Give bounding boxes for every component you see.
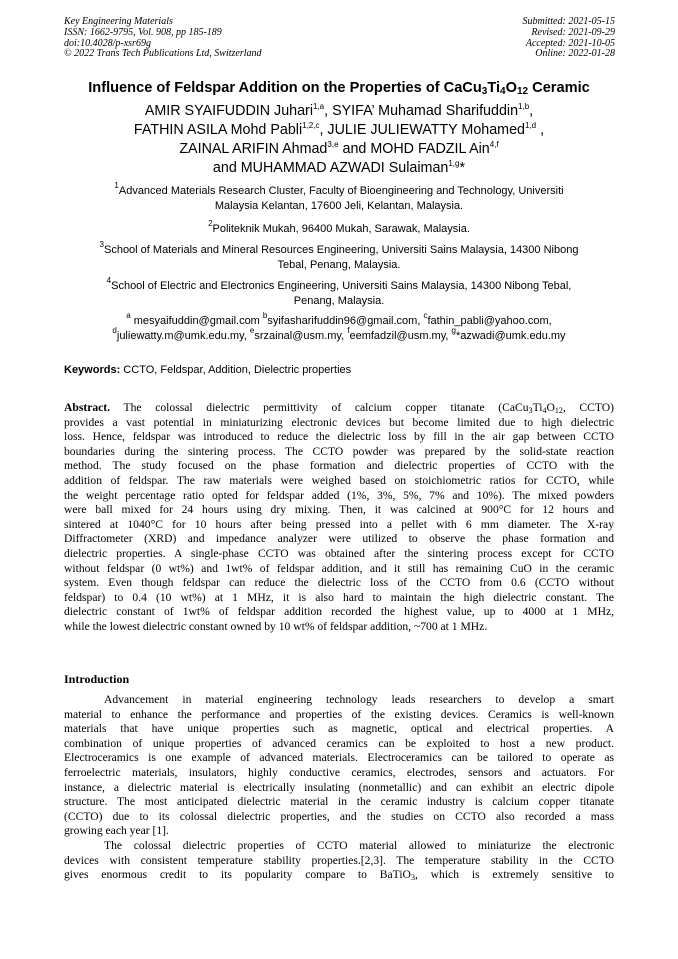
affiliation-text: Advanced Materials Research Cluster, Faculty of Bioengineering and Technology, Universiti bbox=[118, 185, 564, 197]
date-revised: Revised: 2021-09-29 bbox=[531, 26, 615, 38]
title-subscript-2: 4 bbox=[500, 86, 506, 97]
email-mark: e bbox=[249, 326, 255, 335]
abstract-line: dielectric constant of 1wt% of feldspar addition recorded the highest value, up to 4000 at 1 MHz, bbox=[64, 605, 614, 619]
author-affil-mark: 1,d bbox=[525, 121, 537, 130]
abstract-line: system. Even though feldspar can reduce the dielectric loss of the CCTO from 0.6 (CCTO without bbox=[64, 576, 614, 590]
affiliation-line: Tebal, Penang, Malaysia. bbox=[277, 259, 401, 271]
abstract-text: Ti bbox=[532, 401, 543, 414]
author-name: SYIFA’ Muhamad Sharifuddin bbox=[332, 103, 519, 119]
email-mark: b bbox=[262, 311, 268, 320]
author-affil-mark: 1,a bbox=[313, 102, 325, 111]
email-address: mesyaifuddin@gmail.com bbox=[130, 315, 263, 327]
journal-copyright: © 2022 Trans Tech Publications Ltd, Switzerland bbox=[64, 48, 262, 60]
abstract-line: feldspar) to 0.4 (10 wt%) at 1 MHz, it is also hard to maintain the high dielectric constant. The bbox=[64, 590, 614, 604]
abstract-line: boundaries during the sintering process. The CCTO powder was prepared by the solid-state reaction bbox=[64, 444, 614, 458]
author-name: and MUHAMMAD AZWADI Sulaiman bbox=[212, 160, 449, 176]
abstract-line: Diffractometer (XRD) and impedance analyzer were utilized to observe the phase formation and bbox=[64, 532, 614, 546]
author-line-2 bbox=[40, 121, 638, 140]
author-name: AMIR SYAIFUDDIN Juhari bbox=[144, 103, 313, 119]
paragraph-line bbox=[64, 868, 614, 883]
introduction-body bbox=[64, 693, 614, 883]
author-affil-mark: 1,g bbox=[448, 159, 460, 168]
abstract-text: , CCTO) bbox=[562, 401, 615, 414]
author-line-4 bbox=[40, 159, 638, 178]
paragraph-line: ferroelectric materials, insulators, highly conductive ceramics, electrodes, sensors and actuators. For bbox=[64, 765, 614, 779]
affiliation-1 bbox=[60, 181, 618, 214]
journal-issn: ISSN: 1662-9795, Vol. 908, pp 185-189 bbox=[64, 26, 222, 38]
author-name: JULIE JULIEWATTY Mohamed bbox=[327, 122, 525, 138]
section-heading-introduction: Introduction bbox=[64, 672, 130, 686]
email-address: *azwadi@umk.edu.my bbox=[455, 330, 566, 342]
keywords-text: CCTO, Feldspar, Addition, Dielectric properties bbox=[120, 364, 352, 376]
email-address: eemfadzil@usm.my, bbox=[349, 330, 452, 342]
title-subscript-1: 3 bbox=[481, 86, 488, 97]
author-list bbox=[40, 102, 638, 178]
author-line-1 bbox=[40, 102, 638, 121]
email-address: juliewatty.m@umk.edu.my, bbox=[116, 330, 250, 342]
abstract-line: while the lowest dielectric constant owned by 10 wt% of feldspar addition, ~700 at 1 MHz. bbox=[64, 619, 488, 633]
author-name: MOHD FADZIL Ain bbox=[370, 141, 490, 157]
author-separator: , bbox=[536, 122, 545, 138]
keywords bbox=[64, 364, 351, 376]
author-separator: , bbox=[319, 122, 328, 138]
journal-name: Key Engineering Materials bbox=[64, 16, 173, 27]
date-online: Online: 2022-01-28 bbox=[535, 48, 615, 60]
abstract-line: dielectric properties. A single-phase CCTO was obtained after the sintering process except for CCTO bbox=[64, 546, 614, 560]
affiliation-text: School of Materials and Mineral Resources Engineering, Universiti Sains Malaysia, 14300 Nibong bbox=[103, 244, 579, 256]
affiliation-line: Penang, Malaysia. bbox=[293, 295, 385, 307]
affiliation-line bbox=[60, 240, 618, 258]
email-address: fathin_pabli@yahoo.com, bbox=[427, 315, 552, 327]
author-line-3 bbox=[40, 140, 638, 159]
title-text-1: Influence of Feldspar Addition on the Properties of CaCu bbox=[88, 80, 482, 96]
abstract-text: The colossal dielectric permittivity of calcium copper titanate (CaCu bbox=[110, 401, 529, 414]
author-separator: , bbox=[324, 103, 333, 119]
paragraph-text: , which is extremely sensitive to bbox=[414, 868, 614, 882]
abstract-line: the weight percentage ratio opted for feldspar added (1%, 3%, 5%, 7% and 10%). The mixed powders bbox=[64, 488, 614, 502]
affiliation-line bbox=[60, 276, 618, 294]
affiliation-number: 2 bbox=[208, 219, 213, 228]
email-mark: c bbox=[423, 311, 428, 320]
abstract-line: Abstract. The colossal dielectric permittivity of calcium copper titanate ($CaCu_3Ti_4O_{12}$, CCTO) bbox=[64, 401, 615, 415]
author-affil-mark: 4,f bbox=[489, 140, 499, 149]
abstract bbox=[64, 401, 614, 635]
author-name: ZAINAL ARIFIN Ahmad bbox=[179, 141, 328, 157]
paragraph-line: instance, a dielectric material is electrically insulating (nonmetallic) and can exhibit an electric dipole bbox=[64, 780, 614, 794]
paragraph-line: devices with consistent temperature stability properties.[2,3]. The temperature stability in the CCTO bbox=[64, 853, 614, 867]
author-name: FATHIN ASILA Mohd Pabli bbox=[133, 122, 303, 138]
title-text-3: O bbox=[505, 80, 517, 96]
keywords-label: Keywords: bbox=[64, 364, 121, 376]
paragraph-line: materials that have unique properties such as magnetic, optical and electrical properties. A bbox=[64, 722, 614, 736]
email-list bbox=[40, 311, 638, 344]
abstract-line: provides a vast potential in miniaturizing electronic devices but become limited due to high dielectric bbox=[64, 415, 614, 429]
affiliation-line bbox=[60, 181, 618, 199]
abstract-line: were ball mixed for 24 hours using dry mixing. Then, it was calcined at 900°C for 12 hours and bbox=[64, 503, 614, 517]
affiliation-line bbox=[60, 219, 618, 237]
affiliation-text: School of Electric and Electronics Engineering, Universiti Sains Malaysia, 14300 Nibong Tebal, bbox=[111, 280, 572, 292]
affiliation-number: 1 bbox=[114, 181, 119, 190]
abstract-line: sintered at 1040°C for 10 hours after being pressed into a pellet with 6 mm diameter. The X-ray bbox=[64, 517, 614, 531]
email-mark: a bbox=[126, 311, 131, 320]
author-separator: and bbox=[338, 141, 371, 157]
paragraph-line: The colossal dielectric properties of CCTO material allowed to miniaturize the electronic bbox=[104, 838, 614, 852]
paragraph-line: structure. The most anticipated dielectric material in the ceramic industry is calcium copper titanate bbox=[64, 795, 614, 809]
abstract-text: O bbox=[546, 401, 555, 414]
affiliation-3 bbox=[60, 240, 618, 273]
paragraph-subscript: 3 bbox=[410, 873, 415, 883]
journal-header-left bbox=[64, 17, 262, 60]
affiliation-line: Malaysia Kelantan, 17600 Jeli, Kelantan, Malaysia. bbox=[214, 200, 464, 212]
affiliation-number: 4 bbox=[106, 276, 112, 285]
email-mark: f bbox=[347, 326, 350, 335]
paragraph-line: Electroceramics is one example of advanced materials. Electroceramics can be tailored to operate as bbox=[64, 751, 614, 765]
date-submitted: Submitted: 2021-05-15 bbox=[522, 16, 615, 27]
author-separator: , bbox=[529, 103, 534, 119]
abstract-label: Abstract. bbox=[64, 401, 111, 414]
author-affil-mark: 3,e bbox=[327, 140, 339, 149]
email-address: syifasharifuddin96@gmail.com, bbox=[267, 315, 424, 327]
paragraph-line: material to enhance the performance and properties of the existing devices. Ceramics is well-known bbox=[64, 707, 614, 721]
email-mark: g bbox=[451, 326, 456, 335]
title-text-2: Ti bbox=[487, 80, 501, 96]
abstract-line: loss. Hence, feldspar was introduced to reduce the dielectric loss by fill in the air gap between CCTO bbox=[64, 430, 614, 444]
journal-doi: doi:10.4028/p-xsr69g bbox=[64, 37, 151, 49]
abstract-line: without feldspar (0 wt%) and 1wt% of feldspar addition, and it still has remaining CuO in the ceramic bbox=[64, 561, 614, 575]
affiliation-4 bbox=[60, 276, 618, 309]
author-affil-mark: 1,2,c bbox=[302, 121, 320, 130]
journal-header-right bbox=[523, 17, 616, 60]
author-affil-mark: 1,b bbox=[518, 102, 530, 111]
paragraph-line: (CCTO) due to its colossal dielectric properties, and the studies on CCTO also recorded a mass bbox=[64, 809, 614, 823]
paragraph-text: gives enormous credit to its popularity compare to BaTiO bbox=[64, 868, 411, 882]
abstract-line: addition of feldspar. The raw materials were weighed based on stoichiometric ratios for CCTO, while bbox=[64, 473, 614, 487]
paragraph-line: combination of unique properties of advanced ceramics can be exploited to host a new product. bbox=[64, 736, 614, 750]
author-separator: * bbox=[459, 160, 466, 176]
paragraph-line: Advancement in material engineering technology leads researchers to develop a smart bbox=[104, 693, 614, 706]
date-accepted: Accepted: 2021-10-05 bbox=[525, 37, 615, 49]
email-address: srzainal@usm.my, bbox=[254, 330, 348, 342]
affiliation-text: Politeknik Mukah, 96400 Mukah, Sarawak, Malaysia. bbox=[212, 223, 470, 235]
paragraph-line: growing each year [1]. bbox=[64, 824, 169, 838]
email-mark: d bbox=[112, 326, 117, 335]
paper-title bbox=[40, 79, 638, 97]
title-subscript-3: 12 bbox=[516, 86, 529, 97]
abstract-line: method. The study focused on the phase formation and dielectric properties of CCTO with the bbox=[64, 459, 614, 473]
affiliation-number: 3 bbox=[99, 240, 104, 249]
email-line-2 bbox=[40, 326, 638, 344]
affiliation-2 bbox=[60, 219, 618, 237]
email-line-1 bbox=[40, 311, 638, 329]
title-text-4: Ceramic bbox=[528, 80, 590, 96]
